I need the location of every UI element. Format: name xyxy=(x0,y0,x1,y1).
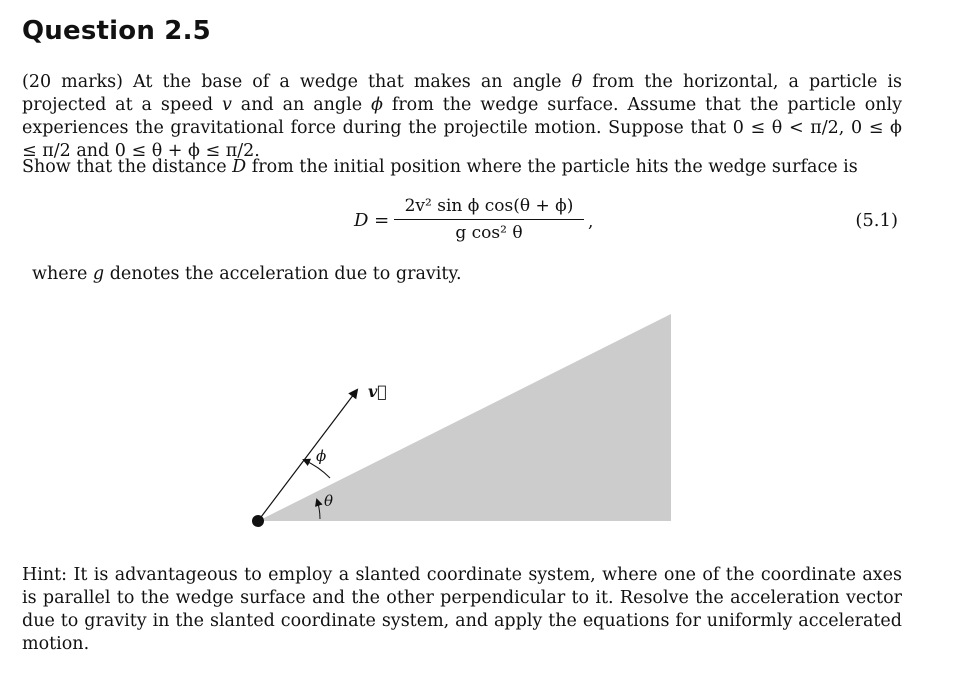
equation-lhs: D = xyxy=(354,210,390,231)
equation-number: (5.1) xyxy=(855,210,898,231)
problem-text-6: force during the projectile motion. Suppose that 0 ≤ θ < π/2, 0 ≤ ϕ ≤ π/2 and 0 ≤ θ + ϕ ≤ π/2. xyxy=(22,118,902,161)
problem-text-4: and an angle xyxy=(240,95,363,115)
d-symbol: D xyxy=(232,157,247,177)
where-text-2: denotes the acceleration due to gravity. xyxy=(109,264,462,284)
v-symbol: v xyxy=(221,95,232,115)
velocity-label: v⃗ xyxy=(368,382,387,401)
show-text-2: from the initial position where the particle hits the wedge surface is xyxy=(251,157,858,177)
wedge xyxy=(258,314,671,521)
phi-symbol: ϕ xyxy=(370,95,383,115)
equation-denominator: g cos² θ xyxy=(455,223,523,243)
problem-text-3: speed xyxy=(160,95,214,115)
marks-label: (20 marks) xyxy=(22,72,123,92)
equation-numerator: 2v² sin ϕ cos(θ + ϕ) xyxy=(394,196,584,220)
problem-text-2: from the horizontal, a particle is projected at a xyxy=(22,72,902,115)
g-symbol: g xyxy=(92,264,105,284)
problem-text-5: from the wedge surface. Assume that the particle only experiences the gravitational xyxy=(22,95,902,138)
question-title: Question 2.5 xyxy=(22,16,211,46)
show-text-1: Show that the distance xyxy=(22,157,227,177)
hint-paragraph: Hint: It is advantageous to employ a slanted coordinate system, where one of the coordinate axes is parallel to the wedge surface and the other perpendicular to it. Resolve the acceleration vector due to gravity in the slanted coordinate system, and apply the equations for uniformly accelerated motion. xyxy=(22,565,902,654)
theta-label: θ xyxy=(324,492,334,510)
theta-symbol: θ xyxy=(571,72,583,92)
problem-text-1: At the base of a wedge that makes an angle xyxy=(133,72,562,92)
where-text-1: where xyxy=(32,264,88,284)
phi-label: ϕ xyxy=(316,447,327,465)
equation-comma: , xyxy=(588,212,594,232)
particle-dot xyxy=(252,515,264,527)
